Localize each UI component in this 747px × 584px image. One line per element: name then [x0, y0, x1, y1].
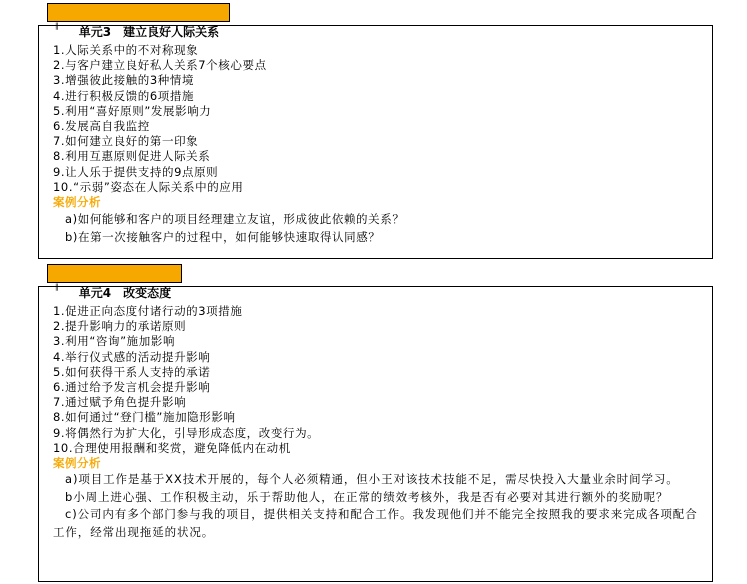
unit-marker: || [55, 22, 58, 30]
outline-item: 4.进行积极反馈的6项措施 [53, 88, 195, 103]
outline-item: 5.如何获得干系人支持的承诺 [53, 364, 211, 379]
outline-item: 2.与客户建立良好私人关系7个核心要点 [53, 58, 267, 73]
outline-item: 7.如何建立良好的第一印象 [53, 134, 199, 149]
outline-item: 10.“示弱”姿态在人际关系中的应用 [53, 179, 244, 194]
outline-item: 4.举行仪式感的活动提升影响 [53, 349, 211, 364]
case-paragraph: a)项目工作是基于XX技术开展的，每个人必须精通，但小王对该技术技能不足，需尽快投入大量业余时间学习。 [65, 472, 679, 487]
outline-item: 8.利用互惠原则促进人际关系 [53, 149, 211, 164]
unit-title: 建立良好人际关系 [123, 25, 220, 39]
outline-item: 9.让人乐于提供支持的9点原则 [53, 164, 219, 179]
case-paragraph: c)公司内有多个部门参与我的项目，提供相关支持和配合工作。我发现他们并不能完全按照我的要求来完成各项配合工作，经常出现拖延的状况。 [53, 507, 698, 539]
outline-item: 1.人际关系中的不对称现象 [53, 43, 199, 57]
unit-header-tag [47, 264, 182, 300]
unit-content-box [38, 22, 713, 259]
outline-item: 1.促进正向态度付诸行动的3项措施 [53, 304, 243, 318]
case-question: a)如何能够和客户的项目经理建立友谊，形成彼此依赖的关系？ [65, 212, 405, 227]
case-analysis-label: 案例分析 [53, 456, 101, 471]
outline-item: 3.利用“咨询”施加影响 [53, 334, 176, 349]
outline-item: 5.利用“喜好原则”发展影响力 [53, 103, 212, 118]
outline-item: 9.将偶然行为扩大化，引导形成态度，改变行为。 [53, 425, 320, 440]
outline-item: 7.通过赋予角色提升影响 [53, 395, 187, 410]
unit-title: 改变态度 [123, 286, 172, 300]
outline-item: 6.发展高自我监控 [53, 119, 150, 134]
unit-content-box [38, 283, 713, 582]
outline-item: 2.提升影响力的承诺原则 [53, 319, 187, 334]
unit-marker: || [55, 283, 58, 291]
case-analysis-label: 案例分析 [53, 195, 101, 210]
unit-number: 单元3 [78, 25, 112, 39]
outline-item: 3.增强彼此接触的3种情境 [53, 73, 195, 88]
unit-header-tag [47, 3, 230, 39]
outline-item: 8.如何通过“登门槛”施加隐形影响 [53, 410, 236, 425]
unit-number: 单元4 [78, 286, 112, 300]
case-question: b)在第一次接触客户的过程中，如何能够快速取得认同感？ [65, 230, 381, 245]
outline-item: 6.通过给予发言机会提升影响 [53, 380, 211, 395]
outline-item: 10.合理使用报酬和奖赏，避免降低内在动机 [53, 440, 291, 455]
case-paragraph: b小周上进心强、工作积极主动，乐于帮助他人，在正常的绩效考核外，我是否有必要对其进行额外的奖励呢？ [65, 489, 669, 504]
